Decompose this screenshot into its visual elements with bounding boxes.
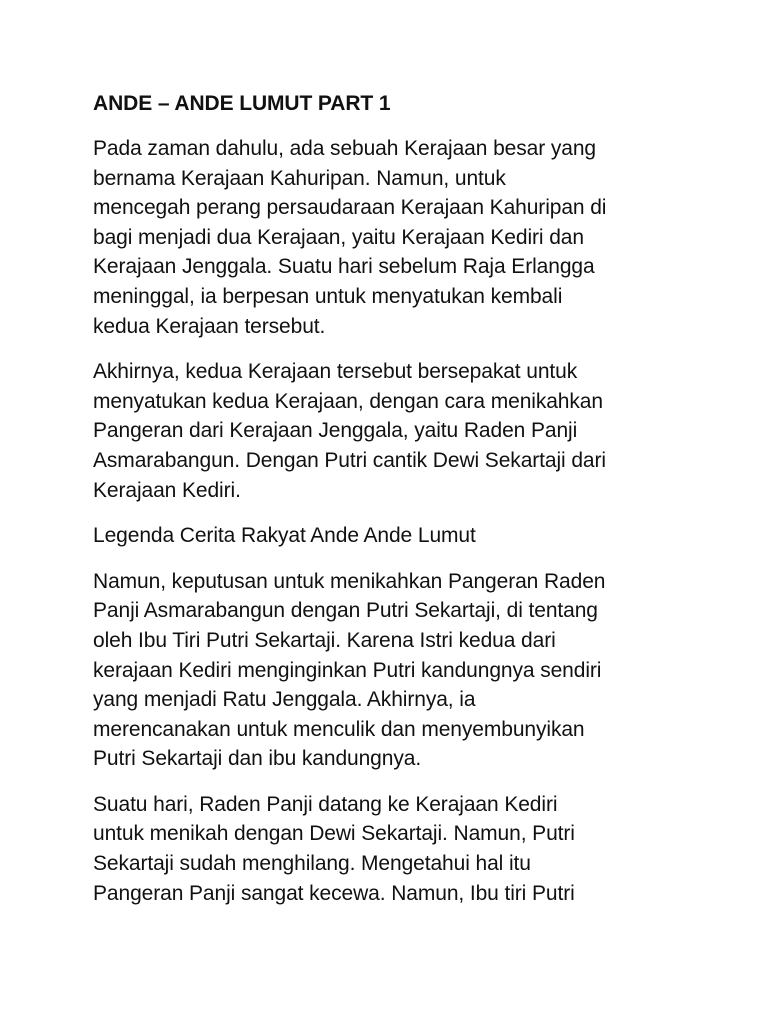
text-line: Namun, keputusan untuk menikahkan Pangeran Raden (93, 569, 606, 593)
text-line: Putri Sekartaji dan ibu kandungnya. (93, 747, 422, 771)
paragraph-2 (93, 357, 693, 505)
text-line: Pada zaman dahulu, ada sebuah Kerajaan besar yang (93, 137, 596, 160)
text-line: oleh Ibu Tiri Putri Sekartaji. Karena Istri kedua dari (93, 628, 556, 652)
text-line: yang menjadi Ratu Jenggala. Akhirnya, ia (93, 688, 476, 712)
paragraph-1 (93, 134, 693, 341)
text-line: Pangeran Panji sangat kecewa. Namun, Ibu tiri Putri (93, 881, 575, 905)
document-title: ANDE – ANDE LUMUT PART 1 (93, 92, 391, 115)
document-body (93, 89, 693, 924)
text-line: Kerajaan Jenggala. Suatu hari sebelum Raja Erlangga (93, 255, 595, 279)
text-line: kedua Kerajaan tersebut. (93, 314, 326, 338)
text-line: kerajaan Kediri menginginkan Putri kandungnya sendiri (93, 658, 602, 682)
text-line: Pangeran dari Kerajaan Jenggala, yaitu Raden Panji (93, 419, 578, 443)
text-line: menyatukan kedua Kerajaan, dengan cara menikahkan (93, 389, 603, 413)
subheading: Legenda Cerita Rakyat Ande Ande Lumut (93, 524, 476, 548)
text-line: Suatu hari, Raden Panji datang ke Kerajaan Kediri (93, 792, 558, 816)
paragraph-3 (93, 567, 693, 774)
text-line: merencanakan untuk menculik dan menyembunyikan (93, 717, 585, 741)
text-line: mencegah perang persaudaraan Kerajaan Kahuripan di (93, 196, 607, 220)
paragraph-4 (93, 790, 693, 908)
text-line: meninggal, ia berpesan untuk menyatukan kembali (93, 284, 563, 308)
text-line: Akhirnya, kedua Kerajaan tersebut bersepakat untuk (93, 360, 578, 384)
text-line: bernama Kerajaan Kahuripan. Namun, untuk (93, 166, 506, 190)
text-line: bagi menjadi dua Kerajaan, yaitu Kerajaan Kediri dan (93, 225, 584, 249)
text-line: Sekartaji sudah menghilang. Mengetahui hal itu (93, 852, 531, 876)
text-line: untuk menikah dengan Dewi Sekartaji. Namun, Putri (93, 822, 575, 846)
text-line: Panji Asmarabangun dengan Putri Sekartaji, di tentang (93, 599, 598, 623)
text-line: Asmarabangun. Dengan Putri cantik Dewi Sekartaji dari (93, 448, 606, 472)
text-line: Kerajaan Kediri. (93, 478, 241, 502)
